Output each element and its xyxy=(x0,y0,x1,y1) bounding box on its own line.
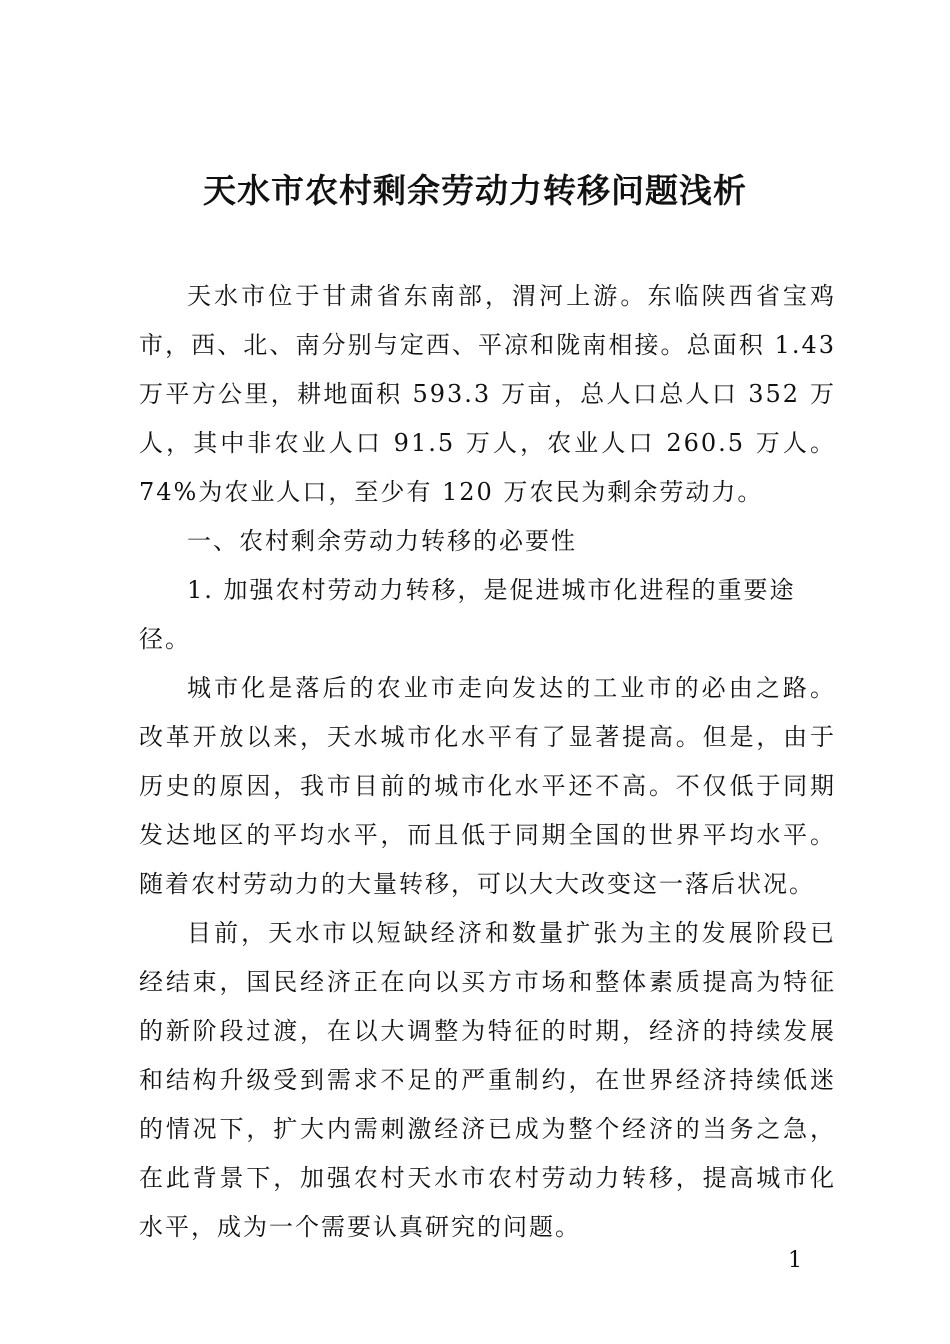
intro-paragraph: 天水市位于甘肃省东南部，渭河上游。东临陕西省宝鸡市，西、北、南分别与定西、平凉和陇南相接。总面积 1.43 万平方公里，耕地面积 593.3 万亩，总人口总人口 352 万人，其中非农业人口 91.5 万人，农业人口 260.5 万人。74%为农业人口，至少有 120 万农民为剩余劳动力。 xyxy=(139,282,836,506)
economy-paragraph: 目前，天水市以短缺经济和数量扩张为主的发展阶段已经结束，国民经济正在向以买方市场和整体素质提高为特征的新阶段过渡，在以大调整为特征的时期，经济的持续发展和结构升级受到需求不足的严重制约，在世界经济持续低迷的情况下，扩大内需刺激经济已成为整个经济的当务之急，在此背景下，加强农村天水市农村劳动力转移，提高城市化水平，成为一个需要认真研究的问题。 xyxy=(139,919,836,1241)
document-title: 天水市农村剩余劳动力转移问题浅析 xyxy=(203,171,747,210)
document-body xyxy=(139,272,836,1252)
page-number: 1 xyxy=(788,1248,802,1273)
subsection-heading: 1. 加强农村劳动力转移，是促进城市化进程的重要途径。 xyxy=(139,576,796,653)
section-heading: 一、农村剩余劳动力转移的必要性 xyxy=(187,527,577,555)
urbanization-paragraph: 城市化是落后的农业市走向发达的工业市的必由之路。改革开放以来，天水城市化水平有了显著提高。但是，由于历史的原因，我市目前的城市化水平还不高。不仅低于同期发达地区的平均水平，而且低于同期全国的世界平均水平。随着农村劳动力的大量转移，可以大大改变这一落后状况。 xyxy=(139,674,836,898)
